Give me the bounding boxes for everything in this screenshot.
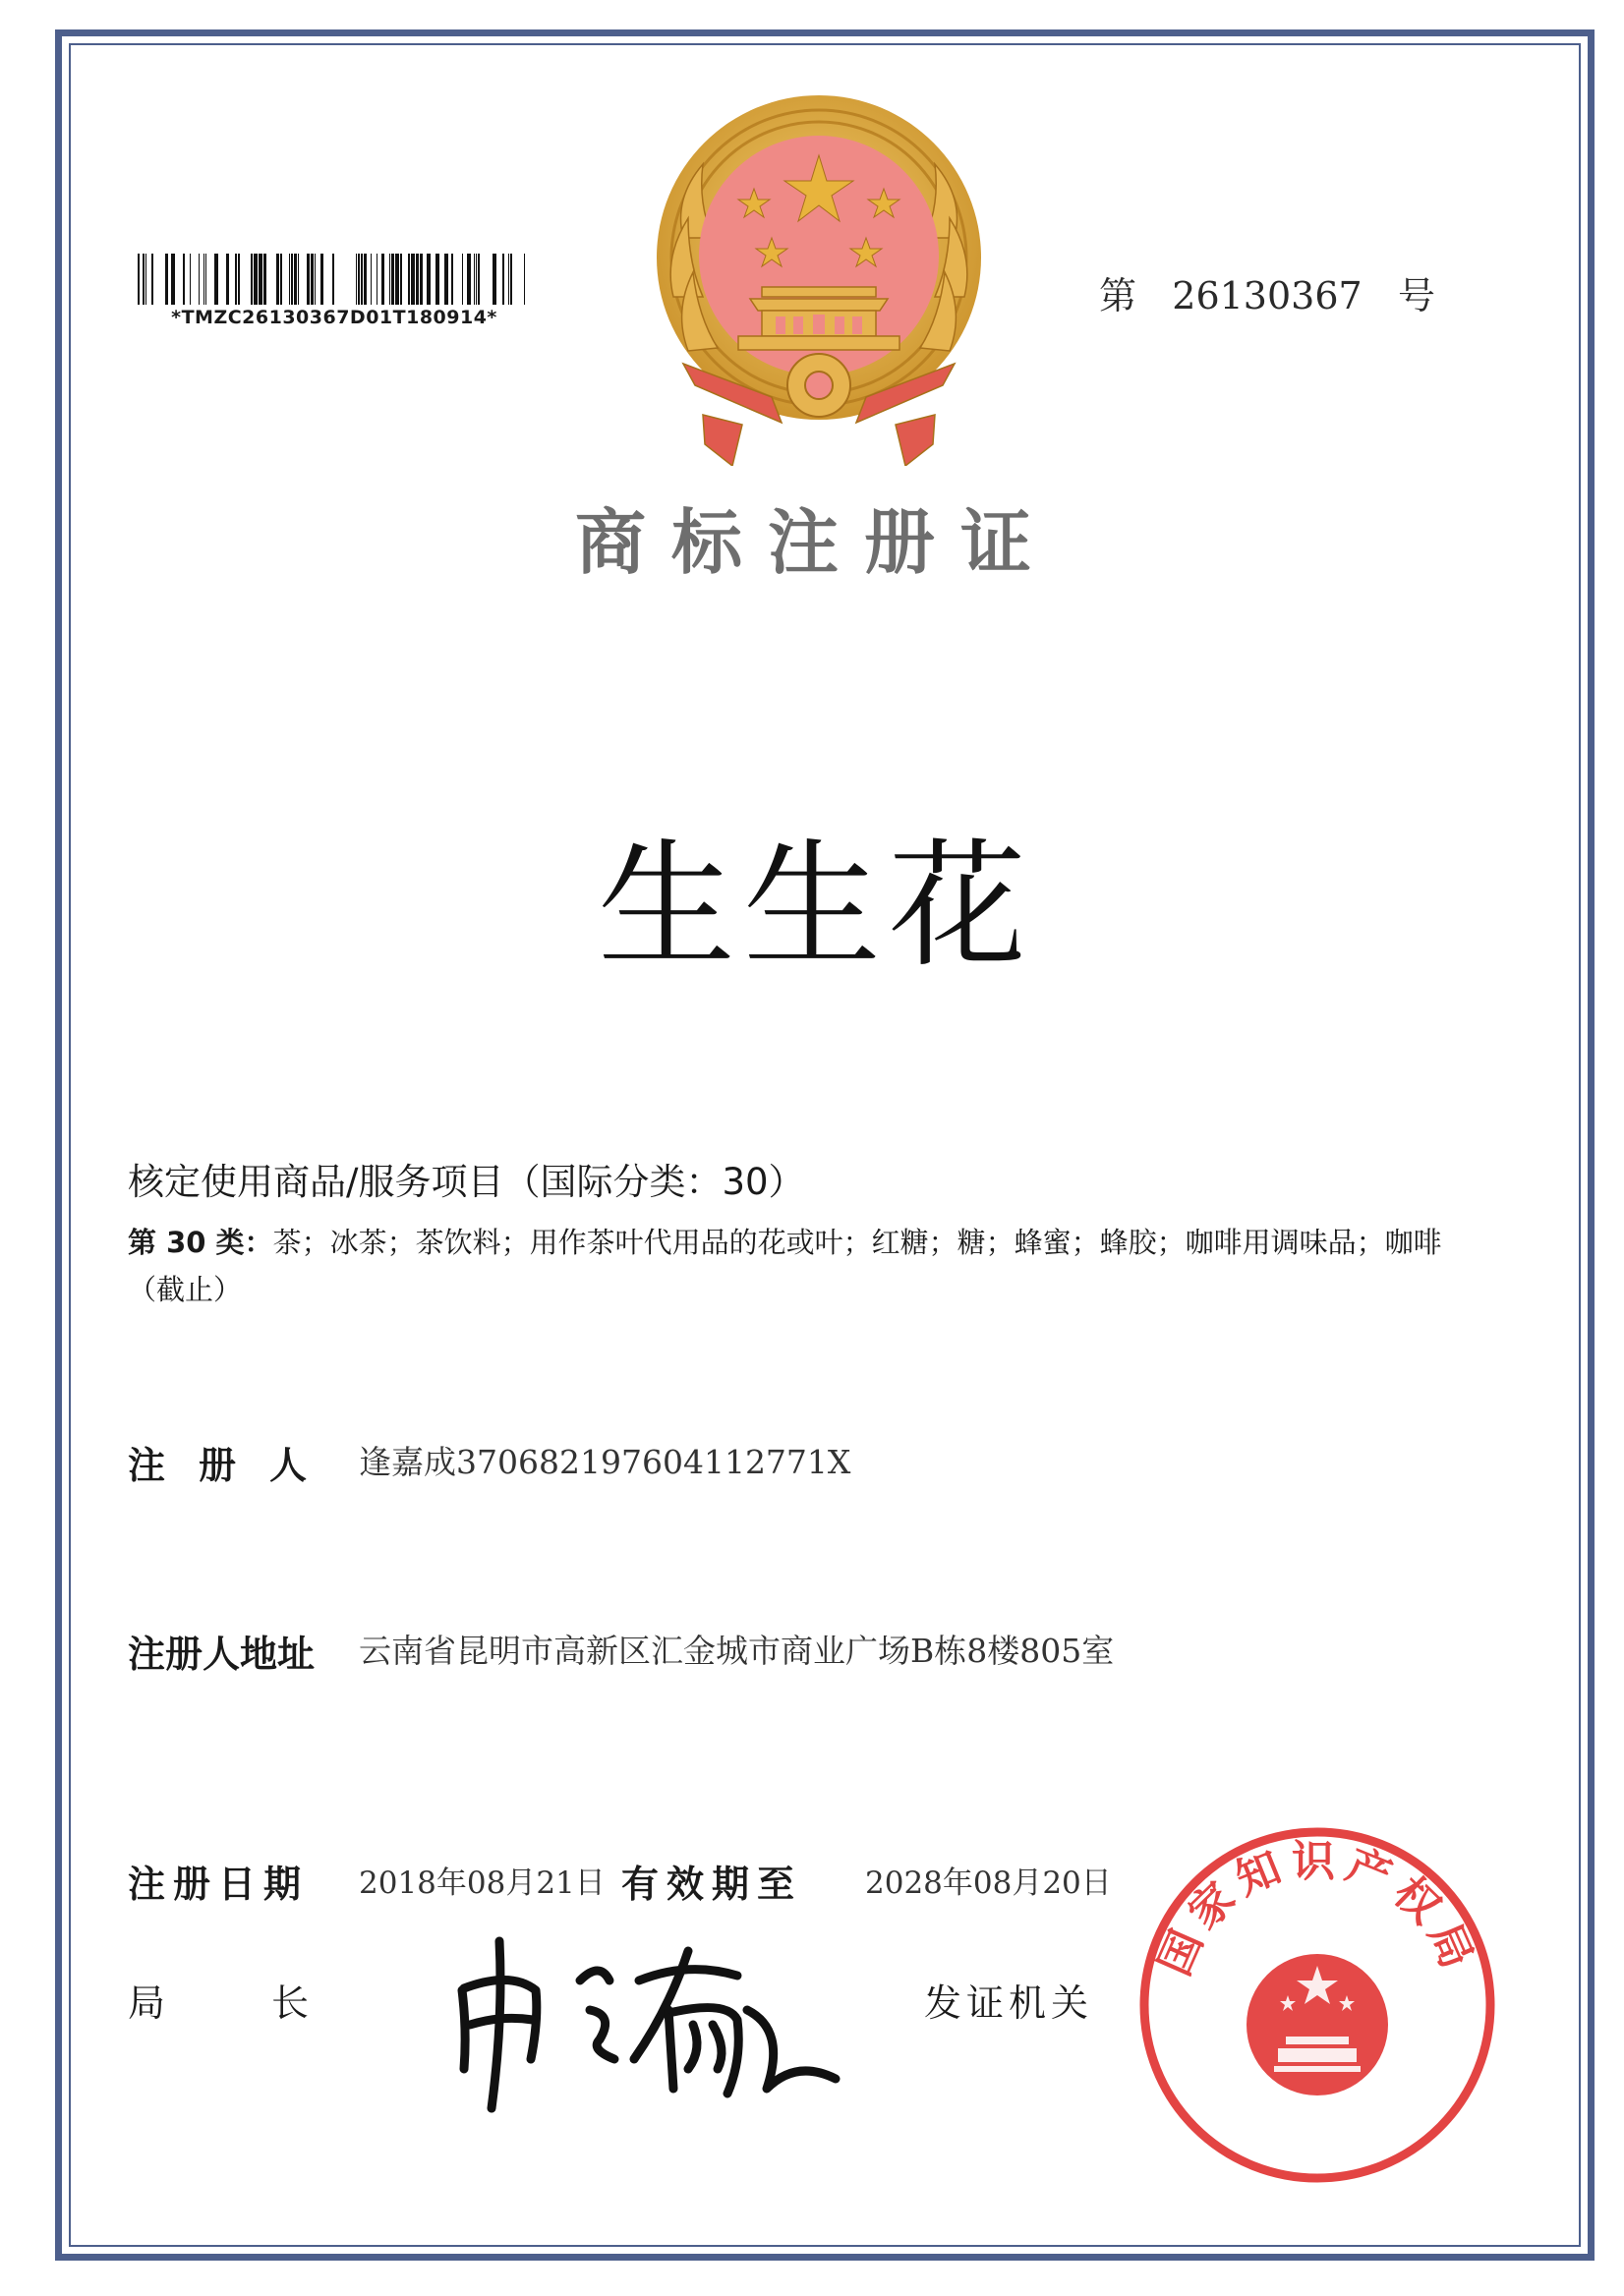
- barcode-text: *TMZC26130367D01T180914*: [171, 307, 497, 328]
- barcode-bar: [276, 254, 279, 305]
- barcode-bar: [358, 254, 360, 305]
- barcode-bar: [165, 254, 168, 305]
- barcode-bar: [235, 254, 237, 305]
- barcode-bar: [254, 254, 258, 305]
- barcode-bar: [478, 254, 480, 305]
- address-value: 云南省昆明市高新区汇金城市商业广场B栋8楼805室: [359, 1632, 1115, 1670]
- barcode-bar: [238, 254, 240, 305]
- barcode-bar: [151, 254, 153, 305]
- registration-date-value: 2018年08月21日: [359, 1866, 606, 1901]
- barcode-bar: [289, 254, 290, 305]
- registration-suffix: 号: [1397, 274, 1435, 317]
- director-label: 局长: [128, 1981, 416, 2025]
- goods-class-label: 第 30 类：: [128, 1226, 273, 1259]
- barcode-bar: [427, 254, 431, 305]
- registration-date-label: 注册日期: [128, 1863, 310, 1906]
- barcode-bar: [183, 254, 185, 305]
- seal-text: 国家知识产权局: [1149, 1836, 1485, 1983]
- barcode-bar: [143, 254, 145, 305]
- barcode-bar: [171, 254, 175, 305]
- barcode-bar: [451, 254, 453, 305]
- valid-until-label: 有效期至: [621, 1863, 803, 1906]
- barcode-bar: [400, 254, 402, 305]
- barcode: [138, 254, 531, 305]
- barcode-bar: [280, 254, 282, 305]
- registrant-value: 逢嘉成370682197604112771X: [359, 1443, 851, 1481]
- barcode-bar: [320, 254, 323, 305]
- barcode-bar: [214, 254, 218, 305]
- registrant-label: 注册人: [128, 1444, 341, 1487]
- barcode-bar: [476, 254, 477, 305]
- barcode-bar: [416, 254, 419, 305]
- barcode-bar: [389, 254, 390, 305]
- barcode-bar: [371, 254, 372, 305]
- barcode-bar: [311, 254, 314, 305]
- barcode-bar: [203, 254, 204, 305]
- registration-number-value: 26130367: [1172, 274, 1363, 317]
- trademark-name: 生生花: [597, 827, 1034, 987]
- barcode-bar: [411, 254, 415, 305]
- barcode-bar: [332, 254, 334, 305]
- registration-number: [1099, 265, 1435, 319]
- barcode-bar: [199, 254, 200, 305]
- barcode-bar: [474, 254, 475, 305]
- barcode-bar: [294, 254, 297, 305]
- director-signature: [442, 1922, 855, 2118]
- barcode-bar: [259, 254, 262, 305]
- certificate-title: 商标注册证: [574, 500, 1057, 584]
- valid-until-value: 2028年08月20日: [865, 1866, 1112, 1901]
- barcode-bar: [493, 254, 496, 305]
- barcode-bar: [467, 254, 471, 305]
- official-seal: [1131, 1818, 1504, 2192]
- barcode-bar: [307, 254, 310, 305]
- registration-prefix: 第: [1099, 274, 1137, 317]
- barcode-bar: [502, 254, 504, 305]
- barcode-bar: [291, 254, 293, 305]
- barcode-bar: [298, 254, 299, 305]
- goods-services-list: [128, 1219, 1479, 1313]
- barcode-bar: [435, 254, 439, 305]
- barcode-bar: [356, 254, 357, 305]
- barcode-bar: [381, 254, 384, 305]
- barcode-bar: [190, 254, 191, 305]
- barcode-bar: [420, 254, 423, 305]
- barcode-bar: [361, 254, 363, 305]
- barcode-bar: [462, 254, 463, 305]
- barcode-bar: [508, 254, 509, 305]
- barcode-bar: [444, 254, 448, 305]
- barcode-bar: [315, 254, 316, 305]
- barcode-bar: [510, 254, 512, 305]
- barcode-bar: [395, 254, 399, 305]
- barcode-bar: [145, 254, 146, 305]
- barcode-bar: [408, 254, 410, 305]
- national-emblem: [644, 90, 994, 466]
- barcode-bar: [226, 254, 229, 305]
- goods-items: 茶；冰茶；茶饮料；用作茶叶代用品的花或叶；红糖；糖；蜂蜜；蜂胶；咖啡用调味品；咖啡（截止）: [128, 1226, 1442, 1306]
- barcode-bar: [391, 254, 394, 305]
- barcode-bar: [251, 254, 253, 305]
- barcode-bar: [524, 254, 525, 305]
- barcode-bar: [364, 254, 367, 305]
- barcode-bar: [138, 254, 140, 305]
- goods-services-heading: 核定使用商品/服务项目（国际分类：30）: [128, 1161, 805, 1203]
- address-label: 注册人地址: [128, 1633, 316, 1676]
- issuing-authority-label: 发证机关: [924, 1981, 1094, 2025]
- barcode-bar: [263, 254, 266, 305]
- barcode-bar: [205, 254, 206, 305]
